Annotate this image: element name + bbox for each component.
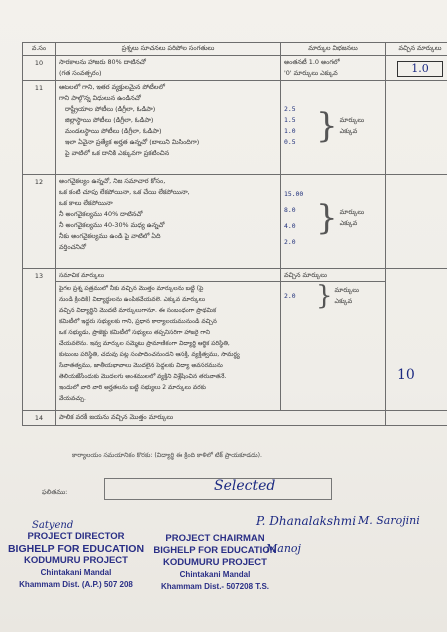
row11-line: మండలస్థాయి పోటీలు (డిగ్రీలా, ఓడిపా): [65, 127, 162, 135]
table-header-row: [23, 43, 447, 56]
row11-line: జిల్లాస్థాయి పోటీలు (డిగ్రీలా, ఓడిపా): [65, 116, 154, 124]
row11-allocation: [281, 81, 386, 175]
header-questions: ప్రశ్నలు సూచనలు పరిపోల సంగతులు: [56, 43, 281, 56]
row12-value: 15.00: [284, 190, 304, 198]
director-district: Khammam Dist. (A.P.) 507 208: [19, 580, 133, 589]
header-allocation: మార్కుల విభజనలు: [281, 43, 386, 56]
row12-value: 4.0: [284, 222, 296, 230]
brace-symbol: }: [316, 106, 338, 146]
row12-line: నీకు అంగవైకల్యము ఉండి పై వాటిలో ఏది: [59, 232, 161, 240]
row13-description: [56, 269, 281, 411]
row10-line: (గత సంవత్సరం): [59, 69, 102, 77]
row13-para-line: పైగల ప్రశ్న పత్రములో నీకు వచ్చిన మొత్తం మార్కులను బట్టి (పై: [59, 285, 204, 292]
row12-line: ఒక కంటి చూపు లేకపోయినా, ఒక చేయి లేకపోయినా,: [59, 188, 190, 196]
row14-number: 14: [23, 411, 56, 426]
row11-value: 2.5: [284, 105, 296, 113]
row12-number: 12: [23, 175, 56, 269]
chairman-project: KODUMURU PROJECT: [163, 557, 267, 568]
director-title: PROJECT DIRECTOR: [27, 531, 125, 542]
row13-para-line: కుటుంబ పరిస్థితి, చదువు పట్ల సంపాదించనుందని ఆసక్తి, వ్యక్తిత్వము, సామర్థ్య: [59, 351, 240, 358]
office-use-note: కార్యాలయం సమయానికం కొరకు: (విద్యార్థి ఈ క్రింది కాళిలో టిక్ ప్రాయకూడదు).: [72, 452, 263, 459]
marks-table: [22, 42, 447, 426]
row11-number: 11: [23, 81, 56, 175]
row11-alloc-text: ఎక్కువ: [339, 127, 358, 135]
table-row-14: [23, 411, 447, 426]
director-signature: Satyend: [32, 520, 74, 531]
chairman-mandal: Chintakani Mandal: [179, 570, 251, 579]
director-project: KODUMURU PROJECT: [24, 555, 128, 566]
row11-score-cell: [386, 81, 447, 175]
row13-para-line: కమిటీలో ఇద్దరు సభ్యులకు గాని, ప్రధాన కార్యాలయమునుండి వచ్చిన: [59, 318, 217, 325]
signature-4: Manoj: [266, 542, 301, 555]
row10-alloc-line: అంతనటీ 1.0 అంగలో: [284, 58, 340, 66]
row10-alloc-line: '0' మార్కులు ఎక్కువ: [284, 69, 338, 77]
row10-description: [56, 56, 281, 81]
row13-alloc-title: వచ్చిన మార్కులు: [281, 270, 385, 282]
row13-para-line: ఒక సభ్యుడు, ప్రాజెక్టు కమిటీలో సభ్యులు తప్పనిసరిగా హాజరై గాని: [59, 329, 210, 336]
row12-description: [56, 175, 281, 269]
signature-3: M. Sarojini: [358, 514, 420, 527]
row13-number: 13: [23, 269, 56, 411]
row13-para-line: వచ్చిన విద్యార్థిని మొదటి మార్కులుగానూ. ఈ సంబంధంగా ప్రాథమిక: [59, 307, 217, 314]
row13-para-line: సేవాతత్వము, జాతీయభావాలు మొదలైన పెద్దలకు విద్యా అవసరమును: [59, 362, 223, 369]
row13-title: సమాచిక మార్కులు: [56, 270, 280, 282]
row13-allocation: [281, 269, 386, 411]
row12-line: ఒక కాలు లేకపోయినా: [59, 199, 113, 207]
chairman-org: BIGHELP FOR EDUCATION: [153, 545, 277, 556]
row10-score-cell: [386, 56, 447, 81]
project-chairman-stamp: [136, 533, 294, 593]
row10-line: సారకాలను హాజరు 80% దాటినచో: [59, 58, 146, 66]
table-row-11: [23, 81, 447, 175]
row13-score-cell: [386, 269, 447, 411]
row12-allocation: [281, 175, 386, 269]
row10-allocation: [281, 56, 386, 81]
row13-para-line: నుండి క్రిందికి) విద్యార్థులను ఉంపికచేయవలె. ఎక్కువ మార్కులు: [59, 296, 206, 303]
row10-number: 10: [23, 56, 56, 81]
row13-para-line: వేయవచ్చు.: [59, 395, 86, 402]
row12-alloc-text: మార్కులు: [339, 208, 365, 216]
director-org: BIGHELP FOR EDUCATION: [7, 543, 145, 555]
row13-alloc-text: ఎక్కువ: [334, 297, 353, 305]
row11-value: 1.5: [284, 116, 296, 124]
signature-2: P. Dhanalakshmi: [256, 514, 357, 528]
row12-score-cell: [386, 175, 447, 269]
row11-line: గాని పాల్గొన్న విధులున ఉండినచో: [59, 94, 141, 102]
row10-score: 1.0: [397, 61, 443, 77]
row13-score: 10: [397, 367, 415, 383]
row12-line: నీ అంగవైకల్యము 40-30% మధ్య ఉన్నచో: [59, 221, 165, 229]
chairman-title: PROJECT CHAIRMAN: [165, 533, 265, 544]
row12-line: వర్తించనిచో: [59, 243, 87, 251]
row14-score-cell: [386, 411, 447, 426]
row11-line: పై వాటిలో ఒక దానికి ఎక్కువగా ప్రకటించిన: [65, 149, 170, 157]
header-serial: వ.సం: [23, 43, 56, 56]
result-label: ఫలితము:: [42, 488, 68, 496]
row14-description: పాలిక వరకీ జయను వచ్చిన మొత్తం మార్కులు: [56, 411, 386, 426]
row11-alloc-text: మార్కులు: [339, 116, 365, 124]
row13-alloc-text: మార్కులు: [334, 286, 359, 294]
row11-value: 0.5: [284, 138, 296, 146]
row13-para-line: ఇందులో వారి వారి అర్హతలను బట్టి సభ్యులు 2 మార్కులు వరకు: [59, 384, 206, 391]
row13-value: 2.0: [284, 291, 296, 300]
row13-para-line: తెలియజేసేందుకు మొదలగు అంశములలో వ్యక్తిని విశ్లేషించిన తరువాతనే.: [59, 373, 227, 380]
table-row-12: [23, 175, 447, 269]
row12-value: 8.0: [284, 206, 296, 214]
result-value: Selected: [214, 478, 276, 494]
table-row-10: [23, 56, 447, 81]
row12-alloc-text: ఎక్కువ: [339, 219, 358, 227]
director-mandal: Chintakani Mandal: [40, 568, 112, 577]
row11-value: 1.0: [284, 127, 296, 135]
row11-line: రాష్ట్రీయాల పోటీలు (డిగ్రీలా, ఓడిపా): [65, 105, 156, 113]
header-obtained: వచ్చిన మార్కులు: [386, 43, 447, 56]
row11-line: ఇలా ఏవైనా ప్రత్యేక అర్హత ఉన్నచో (బాలుని మిసిందిగా): [65, 138, 200, 146]
table-row-13: [23, 269, 447, 411]
row13-para-line: చేయవలెను. ఇవ్వ మార్కుల సమ్మెటు ప్రామాణికంగా విద్యార్థి ఆర్థిక పరిస్థితి,: [59, 340, 230, 347]
brace-symbol: }: [316, 198, 338, 238]
row11-line: ఆటలలో గాని, ఇతర వ్యక్తులమైన పోటీలలో: [59, 83, 165, 91]
chairman-district: Khammam Dist.- 507208 T.S.: [160, 582, 270, 591]
row11-description: [56, 81, 281, 175]
row12-value: 2.0: [284, 238, 296, 246]
row12-line: నీ అంగవైకల్యము 40% దాటినచో: [59, 210, 143, 218]
project-director-stamp: [6, 531, 146, 591]
brace-symbol: }: [316, 281, 333, 311]
row12-line: అంగవైకల్యం ఉన్నచో, నిజ సమాచార కోసం,: [59, 177, 166, 185]
